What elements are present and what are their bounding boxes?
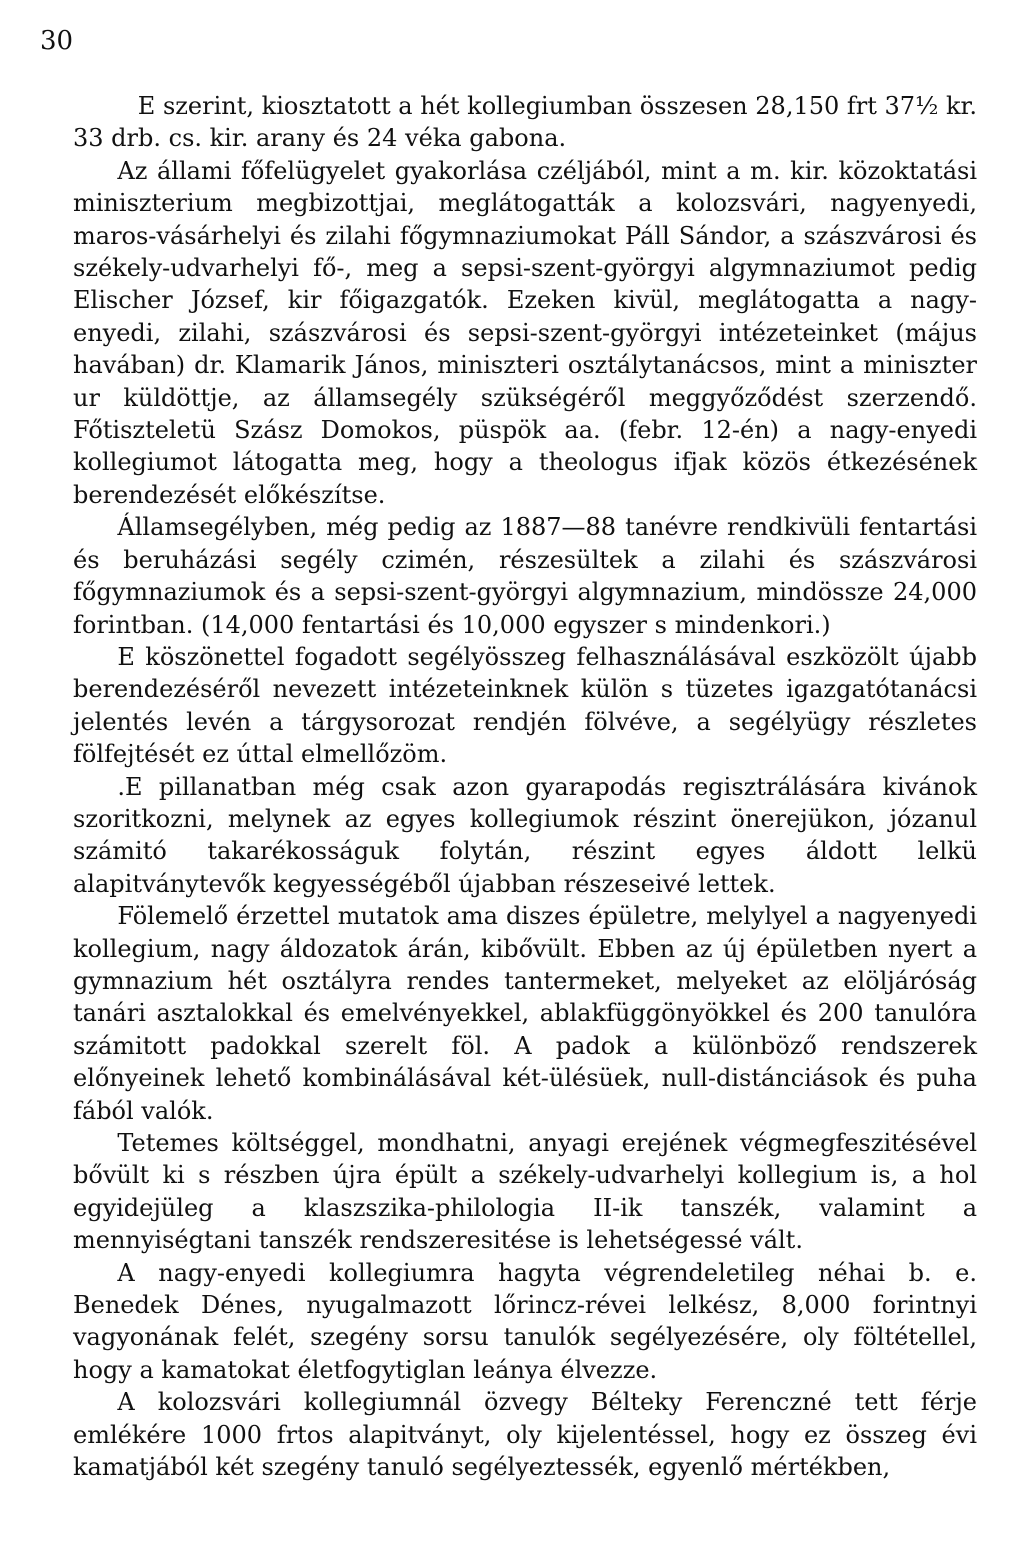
paragraph-1: E szerint, kiosztatott a hét kollegiumban összesen 28,150 frt 37½ kr. 33 drb. cs. kir. arany és 24 véka gabona. [73, 92, 977, 153]
paragraph-8: A nagy-enyedi kollegiumra hagyta végrendeletileg néhai b. e. Benedek Dénes, nyugalmazott lőrincz-révei lelkész, 8,000 forintnyi vagyonának felét, szegény sorsu tanulók segélyezésére, oly föltétellel, hogy a kamatokat életfogytiglan leánya élvezze. [73, 1258, 977, 1384]
paragraph-5: .E pillanatban még csak azon gyarapodás regisztrálására kivánok szoritkozni, melynek az egyes kollegiumok részint önerejükon, józanul számitó takarékosságuk folytán, részint egyes áldott lelkü alapitványtevők kegyességéből újabban részeseivé lettek. [73, 772, 977, 898]
paragraph-9: A kolozsvári kollegiumnál özvegy Bélteky Ferenczné tett férje emlékére 1000 frtos alapitványt, oly kijelentéssel, hogy ez összeg évi kamatjából két szegény tanuló segélyeztessék, egyenlő mértékben, [73, 1388, 977, 1482]
page-number: 30 [40, 26, 74, 56]
paragraph-6: Fölemelő érzettel mutatok ama diszes épületre, melylyel a nagyenyedi kollegium, nagy áldozatok árán, kibővült. Ebben az új épületben nyert a gymnazium hét osztályra rendes tantermeket, melyeket az elöljáróság tanári asztalokkal és emelvényekkel, ablakfüggönyökkel és 200 tanulóra számitott padokkal szerelt föl. A padok a különböző rendszerek előnyeinek lehető kombinálásával két-ülésüek, null-distánciások és puha fából valók. [73, 902, 977, 1125]
paragraph-4: E köszönettel fogadott segélyösszeg felhasználásával eszközölt újabb berendezéséről nevezett intézeteinknek külön s tüzetes igazgatótanácsi jelentés levén a tárgysorozat rendjén fölvéve, a segélyügy részletes fölfejtését ez úttal elmellőzöm. [73, 642, 977, 769]
paragraph-3: Államsegélyben, még pedig az 1887—88 tanévre rendkivüli fentartási és beruházási segély czimén, részesültek a zilahi és szászvárosi főgymnaziumok és a sepsi-szent-györgyi algymnazium, mindössze 24,000 forintban. (14,000 fentartási és 10,000 egyszer s mindenkori.) [73, 513, 977, 639]
paragraph-7: Tetemes költséggel, mondhatni, anyagi erejének végmegfeszitésével bővült ki s részben újra épült a székely-udvarhelyi kollegium is, a hol egyidejüleg a klaszszika-philologia II-ik tanszék, valamint a mennyiségtani tanszék rendszeresitése is lehetségessé vált. [73, 1129, 977, 1255]
paragraph-2: Az állami főfelügyelet gyakorlása czéljából, mint a m. kir. közoktatási miniszterium megbizottjai, meglátogatták a kolozsvári, nagyenyedi, maros-vásárhelyi és zilahi főgymnaziumokat Páll Sándor, a szászvárosi és székely-udvarhelyi fő-, meg a sepsi-szent-györgyi algymnaziumot pedig Elischer József, kir főigazgatók. Ezeken kivül, meglátogatta a nagy-enyedi, zilahi, szászvárosi és sepsi-szent-györgyi intézeteinket (május havában) dr. Klamarik János, miniszteri osztálytanácsos, mint a miniszter ur küldöttje, az államsegély szükségéről meggyőződést szerzendő. Főtiszteletü Szász Domokos, püspök aa. (febr. 12-én) a nagy-enyedi kollegiumot látogatta meg, hogy a theologus ifjak közös étkezésének berendezését előkészítse. [73, 156, 977, 509]
text-body [73, 90, 977, 1483]
